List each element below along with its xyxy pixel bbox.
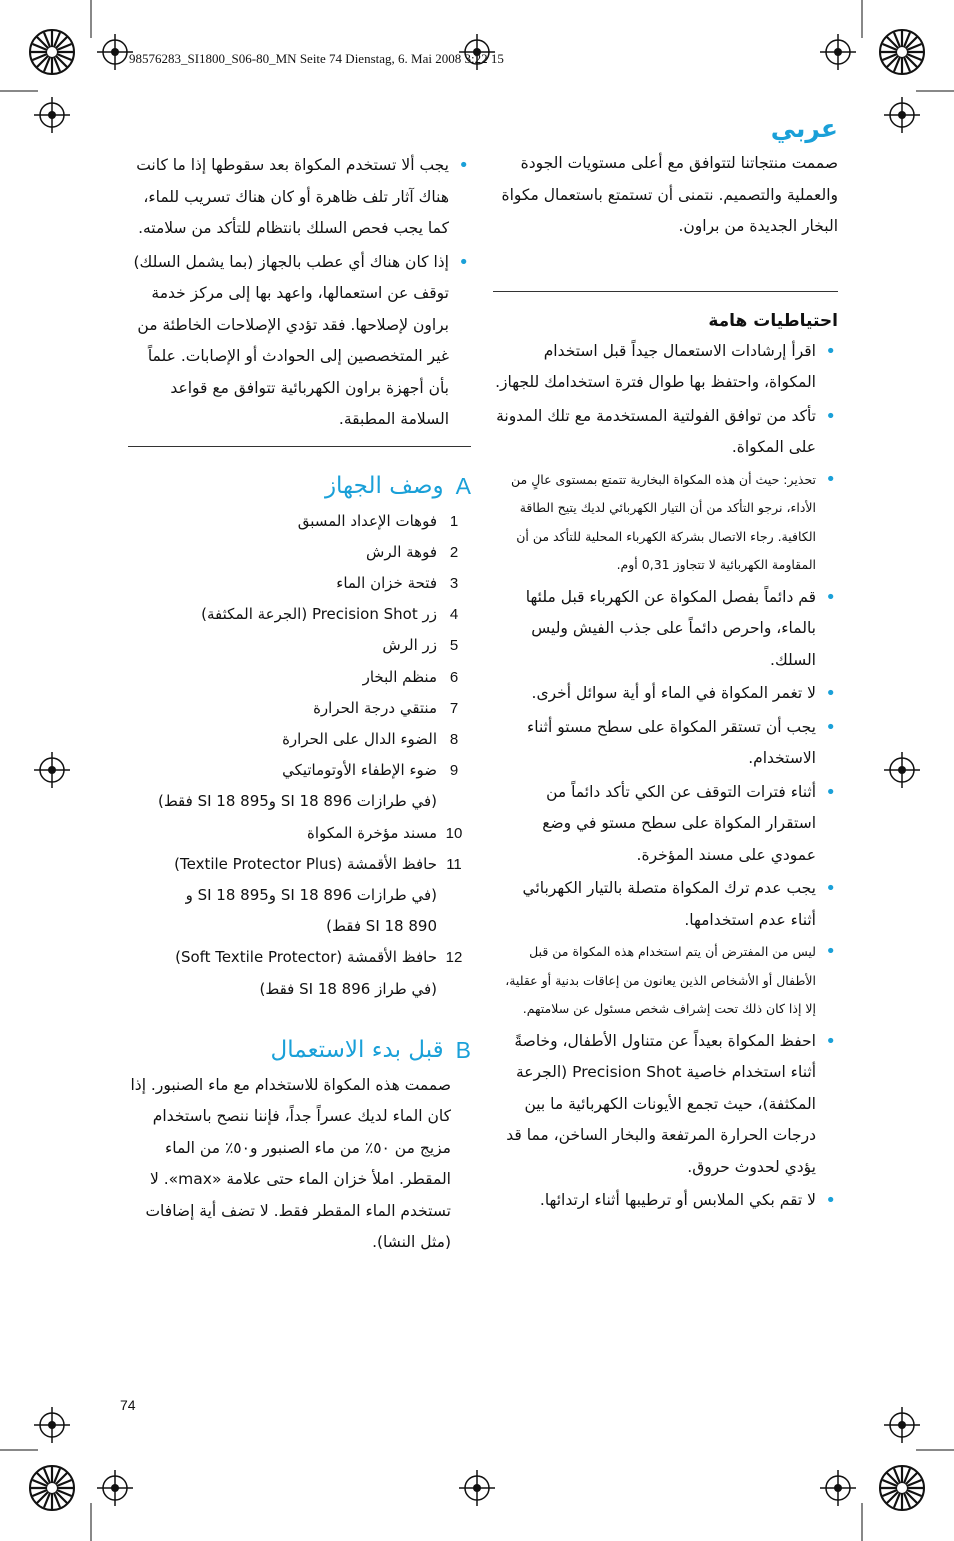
item-number: 5 bbox=[449, 637, 459, 655]
item-text: حافظ الأقمشة (Soft Textile Protector) bbox=[175, 948, 437, 967]
item-number bbox=[437, 880, 471, 911]
list-item: • احفظ المكواة بعيداً عن متناول الأطفال، وخاصةً أثناء استخدام خاصية Precision Shot (الجرعة المكثفة)، حيث تجمع الأيونات الكهربائية ما بين درجات الحرارة المرتفعة والبخار الساخن، مما قد يؤدي لحدوث حروق. bbox=[493, 1026, 838, 1184]
item-text: فوهات الإعداد المسبق bbox=[297, 511, 437, 530]
list-item bbox=[128, 818, 471, 849]
list-item: • يجب ألا تستخدم المكواة بعد سقوطها إذا ما كانت هناك آثار تلف ظاهرة أو كان هناك تسريب للماء، كما يجب فحص السلك بانتظام للتأكد من سلامته. bbox=[128, 150, 471, 245]
item-text: فتحة خزان الماء bbox=[336, 573, 437, 592]
item-number: 10 bbox=[445, 824, 463, 842]
list-item: • ليس من المفترض أن يتم استخدام هذه المكواة من قبل الأطفال أو الأشخاص الذين يعانون من إعاقات بدنية أو عقلية، إلا إذا كان ذلك تحت إشراف شخص مسئول عن سلامتهم. bbox=[493, 938, 838, 1024]
item-text: حافظ الأقمشة (Textile Protector Plus) bbox=[174, 854, 437, 873]
item-text: زر Precision Shot (الجرعة المكثفة) bbox=[201, 605, 437, 624]
list-item bbox=[128, 662, 471, 693]
list-item bbox=[128, 849, 471, 880]
item-text: زر الرش bbox=[382, 636, 437, 655]
item-number bbox=[437, 786, 471, 817]
item-text: (في طرازات SI 18 896 وSI 18 895 فقط) bbox=[157, 792, 437, 811]
item-text: الضوء الدال على الحرارة bbox=[282, 729, 437, 748]
list-item bbox=[128, 786, 471, 817]
item-text: ضوء الإطفاء الأوتوماتيكي bbox=[282, 761, 437, 780]
safety-continued-list bbox=[128, 150, 471, 436]
list-item: • لا تقم بكي الملابس أو ترطيبها أثناء ارتدائها. bbox=[493, 1185, 838, 1217]
item-number: 9 bbox=[449, 762, 459, 780]
item-text: (في طرازات SI 18 896 وSI 18 895 و bbox=[185, 885, 437, 904]
section-b-heading bbox=[128, 1037, 471, 1064]
item-number: 8 bbox=[449, 730, 459, 748]
page-number: 74 bbox=[120, 1397, 136, 1413]
item-text: فوهة الرش bbox=[366, 542, 437, 561]
list-item: • تحذير: حيث أن هذه المكواة البخارية تتمتع بمستوى عالٍ من الأداء، نرجو التأكد من أن التيار الكهربائي لديك يتيح الطاقة الكافية. رجاء الاتصال بشركة الكهرباء المحلية للتأكد من أن المقاومة الكهربائية لا تتجاوز 0,31 أوم. bbox=[493, 466, 838, 580]
list-item: • يجب أن تستقر المكواة على سطح مستو أثناء الاستخدام. bbox=[493, 712, 838, 775]
list-item bbox=[128, 724, 471, 755]
list-item bbox=[128, 599, 471, 630]
print-meta-header: 98576283_SI1800_S06-80_MN Seite 74 Dienstag, 6. Mai 2008 3:22 15 bbox=[129, 51, 504, 66]
item-number: 2 bbox=[449, 543, 459, 561]
list-item bbox=[128, 693, 471, 724]
list-item bbox=[128, 755, 471, 786]
list-item bbox=[128, 942, 471, 973]
left-column bbox=[128, 150, 471, 1259]
item-number: 3 bbox=[449, 574, 459, 592]
list-item bbox=[128, 568, 471, 599]
list-item: • اقرأ إرشادات الاستعمال جيداً قبل استخدام المكواة، واحتفظ بها طوال فترة استخدامك للجهاز. bbox=[493, 336, 838, 399]
section-b-title: قبل بدء الاستعمال bbox=[270, 1037, 444, 1064]
section-a-title: وصف الجهاز bbox=[324, 473, 444, 499]
section-divider bbox=[128, 446, 471, 447]
list-item: • إذا كان هناك أي عطب بالجهاز (بما يشمل السلك) توقف عن استعمالها، واعهد بها إلى مركز خدمة براون لإصلاحها. فقد تؤدي الإصلاحات الخاطئة من غير المتخصصين إلى الحوادث أو الإصابات. علماً بأن أجهزة براون الكهربائية تتوافق مع قواعد السلامة المطبقة. bbox=[128, 247, 471, 436]
parts-list bbox=[128, 506, 471, 1005]
section-divider bbox=[493, 291, 838, 292]
list-item: • أثناء فترات التوقف عن الكي تأكد دائماً من استقرار المكواة على سطح مستو في وضع عمودي على مسند المؤخرة. bbox=[493, 777, 838, 872]
item-number: 12 bbox=[445, 949, 463, 967]
before-use-paragraph: صممت هذه المكواة للاستخدام مع ماء الصنبور. إذا كان الماء لديك عسراً جداً، فإننا ننصح باستخدام مزيج من ٥٠٪ من ماء الصنبور و٥٠٪ من الماء المقطر. املأ خزان الماء حتى علامة «max». لا تستخدم الماء المقطر فقط. لا تضف أية إضافات (مثل النشا). bbox=[130, 1075, 451, 1252]
list-item: • قم دائماً بفصل المكواة عن الكهرباء قبل ملئها بالماء، واحرص دائماً على جذب الفيش وليس السلك. bbox=[493, 582, 838, 677]
item-text: منظم البخار bbox=[362, 667, 437, 686]
list-item: • يجب عدم ترك المكواة متصلة بالتيار الكهربائي أثناء عدم استخدامها. bbox=[493, 873, 838, 936]
list-item bbox=[128, 974, 471, 1005]
list-item bbox=[128, 506, 471, 537]
section-a-letter: A bbox=[455, 472, 471, 499]
item-number bbox=[437, 974, 471, 1005]
list-item bbox=[128, 630, 471, 661]
item-text: SI 18 890 فقط) bbox=[326, 917, 437, 936]
safety-list bbox=[493, 336, 838, 1217]
item-number: 11 bbox=[446, 855, 462, 873]
item-number: 7 bbox=[449, 699, 459, 717]
list-item bbox=[128, 911, 471, 942]
item-number: 4 bbox=[449, 606, 459, 624]
item-number bbox=[437, 911, 471, 942]
item-text: منتقي درجة الحرارة bbox=[313, 698, 437, 717]
item-text: مسند مؤخرة المكواة bbox=[306, 823, 437, 842]
list-item: • تأكد من توافق الفولتية المستخدمة مع تلك المدونة على المكواة. bbox=[493, 401, 838, 464]
list-item bbox=[128, 537, 471, 568]
list-item bbox=[128, 880, 471, 911]
intro-paragraph: صممت منتجاتنا لتتوافق مع أعلى مستويات الجودة والعملية والتصميم. نتمنى أن تستمتع باستعمال مكواة البخار الجديدة من براون. bbox=[501, 154, 838, 235]
section-b-letter: B bbox=[455, 1036, 471, 1063]
item-text: (في طراز SI 18 896 فقط) bbox=[259, 979, 437, 998]
item-number: 6 bbox=[449, 668, 459, 686]
section-a-heading bbox=[128, 473, 471, 500]
language-title: عربي bbox=[770, 114, 838, 143]
list-item: • لا تغمر المكواة في الماء أو أية سوائل أخرى. bbox=[493, 678, 838, 710]
item-number: 1 bbox=[449, 512, 459, 530]
safety-title: احتياطيات هامة bbox=[708, 310, 838, 331]
right-column bbox=[493, 112, 838, 1219]
